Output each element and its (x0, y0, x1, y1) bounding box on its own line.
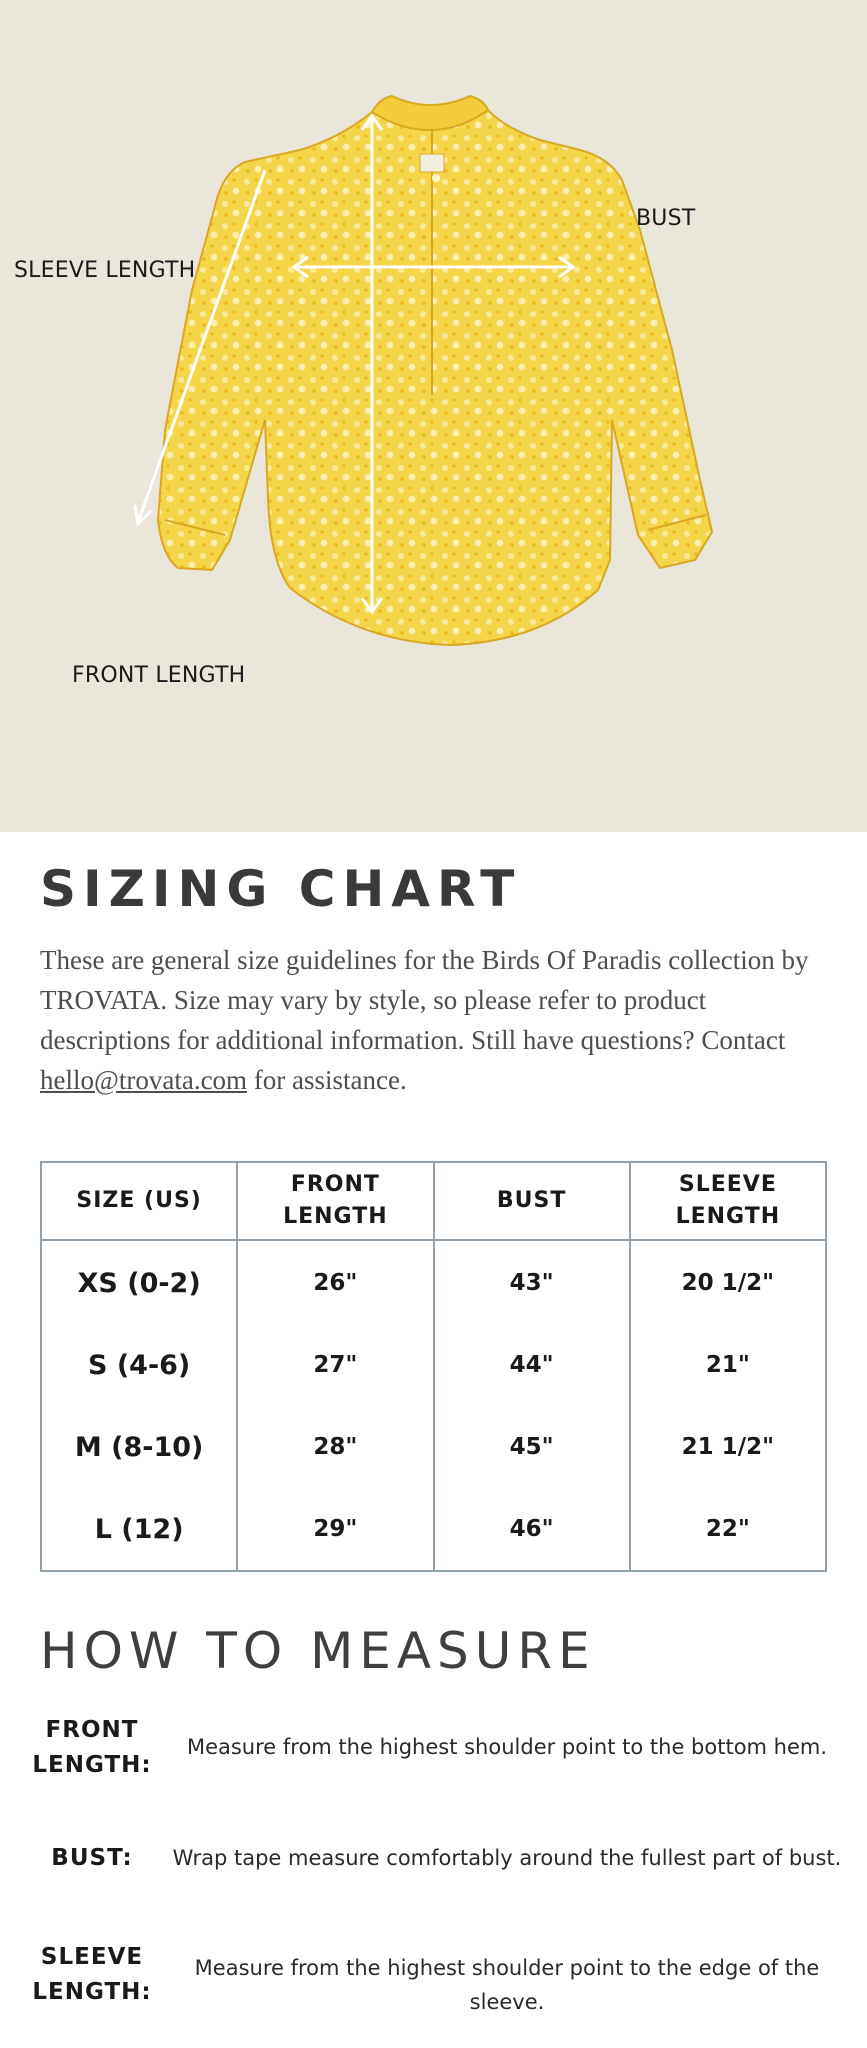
front-length-cell: 26" (237, 1240, 433, 1324)
sleeve-length-label: SLEEVE LENGTH (14, 258, 196, 283)
bust-cell: 44" (434, 1324, 630, 1406)
bust-label: BUST (636, 206, 696, 231)
how-to-measure-title: HOW TO MEASURE (40, 1622, 596, 1680)
contact-email-link[interactable]: hello@trovata.com (40, 1065, 248, 1095)
header-bust: BUST (434, 1162, 630, 1240)
table-row (41, 1240, 826, 1324)
sleeve-length-cell: 21" (630, 1324, 826, 1406)
sleeve-length-cell: 20 1/2" (630, 1240, 826, 1324)
front-length-cell: 27" (237, 1324, 433, 1406)
size-cell: S (4-6) (41, 1324, 237, 1406)
header-front-length: FRONT LENGTH (237, 1162, 433, 1240)
product-image (0, 0, 867, 832)
front-length-cell: 29" (237, 1488, 433, 1571)
header-size: SIZE (US) (41, 1162, 237, 1240)
measure-term: SLEEVE LENGTH: (32, 1944, 152, 2005)
table-row (41, 1406, 826, 1488)
size-cell: XS (0-2) (41, 1240, 237, 1324)
measure-term: FRONT LENGTH: (32, 1717, 152, 1778)
intro-text: These are general size guidelines for the Birds Of Paradis collection by TROVATA. Size may vary by style, so please refer to product descriptions for additional information. Still have questions? Contact (40, 945, 809, 1055)
bust-cell: 46" (434, 1488, 630, 1571)
measure-desc: Measure from the highest shoulder point to the bottom hem. (186, 1735, 828, 1759)
sizing-chart-title: SIZING CHART (40, 860, 522, 918)
size-cell: M (8-10) (41, 1406, 237, 1488)
measure-desc: Measure from the highest shoulder point to the edge of the sleeve. (194, 1956, 820, 2014)
bust-cell: 43" (434, 1240, 630, 1324)
front-length-cell: 28" (237, 1406, 433, 1488)
sleeve-length-cell: 21 1/2" (630, 1406, 826, 1488)
sizing-intro (40, 940, 840, 1100)
header-sleeve-length: SLEEVE LENGTH (630, 1162, 826, 1240)
table-row (41, 1324, 826, 1406)
shirt-body (158, 96, 712, 645)
size-cell: L (12) (41, 1488, 237, 1571)
measure-term: BUST: (51, 1845, 133, 1871)
table-row (41, 1488, 826, 1571)
shirt-illustration (0, 0, 867, 832)
front-length-label: FRONT LENGTH (72, 663, 246, 688)
intro-text-end: for assistance. (247, 1065, 407, 1095)
table-header-row (41, 1162, 826, 1240)
bust-cell: 45" (434, 1406, 630, 1488)
measure-desc: Wrap tape measure comfortably around the fullest part of bust. (172, 1846, 842, 1870)
sleeve-length-cell: 22" (630, 1488, 826, 1571)
sizing-table (40, 1161, 827, 1572)
